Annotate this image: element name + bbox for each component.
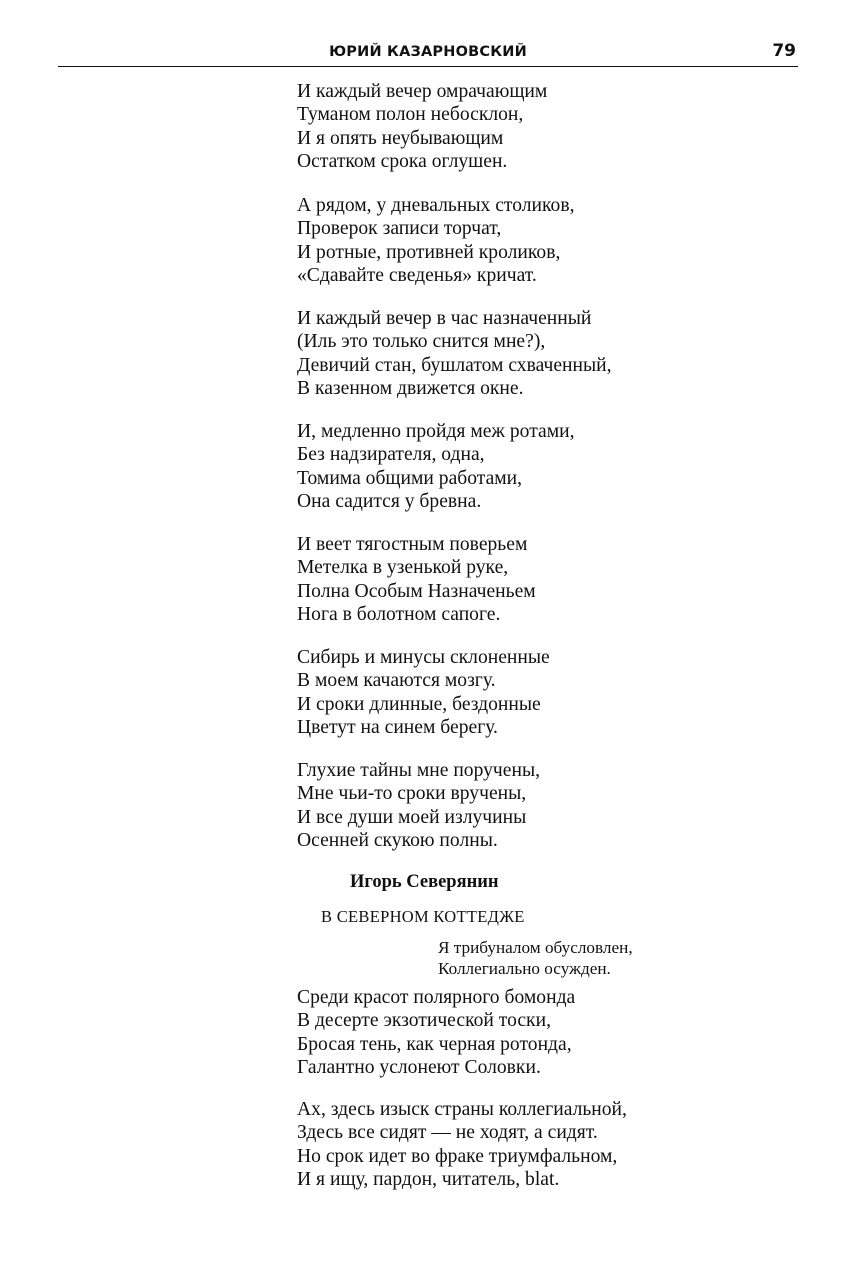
verse-line: И я ищу, пардон, читатель, blat. — [297, 1169, 560, 1191]
verse-line: А рядом, у дневальных столиков, — [297, 195, 575, 216]
running-head — [58, 40, 798, 67]
verse-line: В моем качаются мозгу. — [297, 670, 496, 692]
stanza — [297, 307, 612, 401]
verse-line: Мне чьи-то сроки вручены, — [297, 783, 527, 805]
verse-line: И, медленно пройдя меж ротами, — [297, 421, 575, 442]
stanza — [297, 1098, 627, 1192]
verse-line: (Иль это только снится мне?), — [297, 331, 546, 353]
author-name: Игорь Северянин — [350, 872, 499, 892]
verse-line: Сибирь и минусы склоненные — [297, 647, 550, 668]
verse-line: Проверок записи торчат, — [297, 218, 502, 240]
page-number: 79 — [772, 41, 796, 61]
verse-line: Среди красот полярного бомонда — [297, 987, 576, 1008]
epigraph-line: Коллегиально осужден. — [438, 959, 611, 978]
verse-line: Галантно услонеют Соловки. — [297, 1057, 541, 1079]
verse-line: И каждый вечер омрачающим — [297, 81, 548, 102]
verse-line: Но срок идет во фраке триумфальном, — [297, 1145, 618, 1167]
verse-line: «Сдавайте сведенья» кричат. — [297, 265, 537, 287]
verse-line: Без надзирателя, одна, — [297, 444, 485, 466]
verse-line: И сроки длинные, бездонные — [297, 693, 541, 715]
stanza — [297, 986, 575, 1080]
verse-line: Бросая тень, как черная ротонда, — [297, 1033, 572, 1055]
epigraph — [438, 937, 633, 979]
verse-line: И каждый вечер в час назначенный — [297, 308, 592, 329]
verse-line: Она садится у бревна. — [297, 491, 482, 513]
verse-line: И я опять неубывающим — [297, 127, 504, 149]
verse-line: В казенном движется окне. — [297, 378, 524, 400]
verse-line: В десерте экзотической тоски, — [297, 1010, 551, 1032]
stanza — [297, 420, 575, 514]
verse-line: Здесь все сидят — не ходят, а сидят. — [297, 1122, 598, 1144]
verse-line: Полна Особым Назначеньем — [297, 580, 536, 602]
verse-line: Нога в болотном сапоге. — [297, 604, 501, 626]
stanza — [297, 646, 550, 740]
stanza — [297, 194, 575, 288]
verse-line: И ротные, противней кроликов, — [297, 241, 561, 263]
verse-line: Девичий стан, бушлатом схваченный, — [297, 354, 612, 376]
verse-line: И все души моей излучины — [297, 806, 527, 828]
verse-line: Осенней скукою полны. — [297, 830, 498, 852]
verse-line: Остатком срока оглушен. — [297, 151, 508, 173]
poem-title: В СЕВЕРНОМ КОТТЕДЖЕ — [321, 907, 525, 926]
verse-line: Цветут на синем берегу. — [297, 717, 498, 739]
epigraph-line: Я трибуналом обусловлен, — [438, 938, 633, 957]
stanza — [297, 759, 540, 853]
verse-line: Ах, здесь изыск страны коллегиальной, — [297, 1099, 627, 1120]
verse-line: Томима общими работами, — [297, 467, 523, 489]
verse-line: Туманом полон небосклон, — [297, 104, 524, 126]
running-title: ЮРИЙ КАЗАРНОВСКИЙ — [329, 44, 527, 60]
verse-line: И веет тягостным поверьем — [297, 534, 528, 555]
stanza — [297, 80, 547, 174]
stanza — [297, 533, 536, 627]
verse-line: Глухие тайны мне поручены, — [297, 760, 541, 781]
verse-line: Метелка в узенькой руке, — [297, 557, 509, 579]
